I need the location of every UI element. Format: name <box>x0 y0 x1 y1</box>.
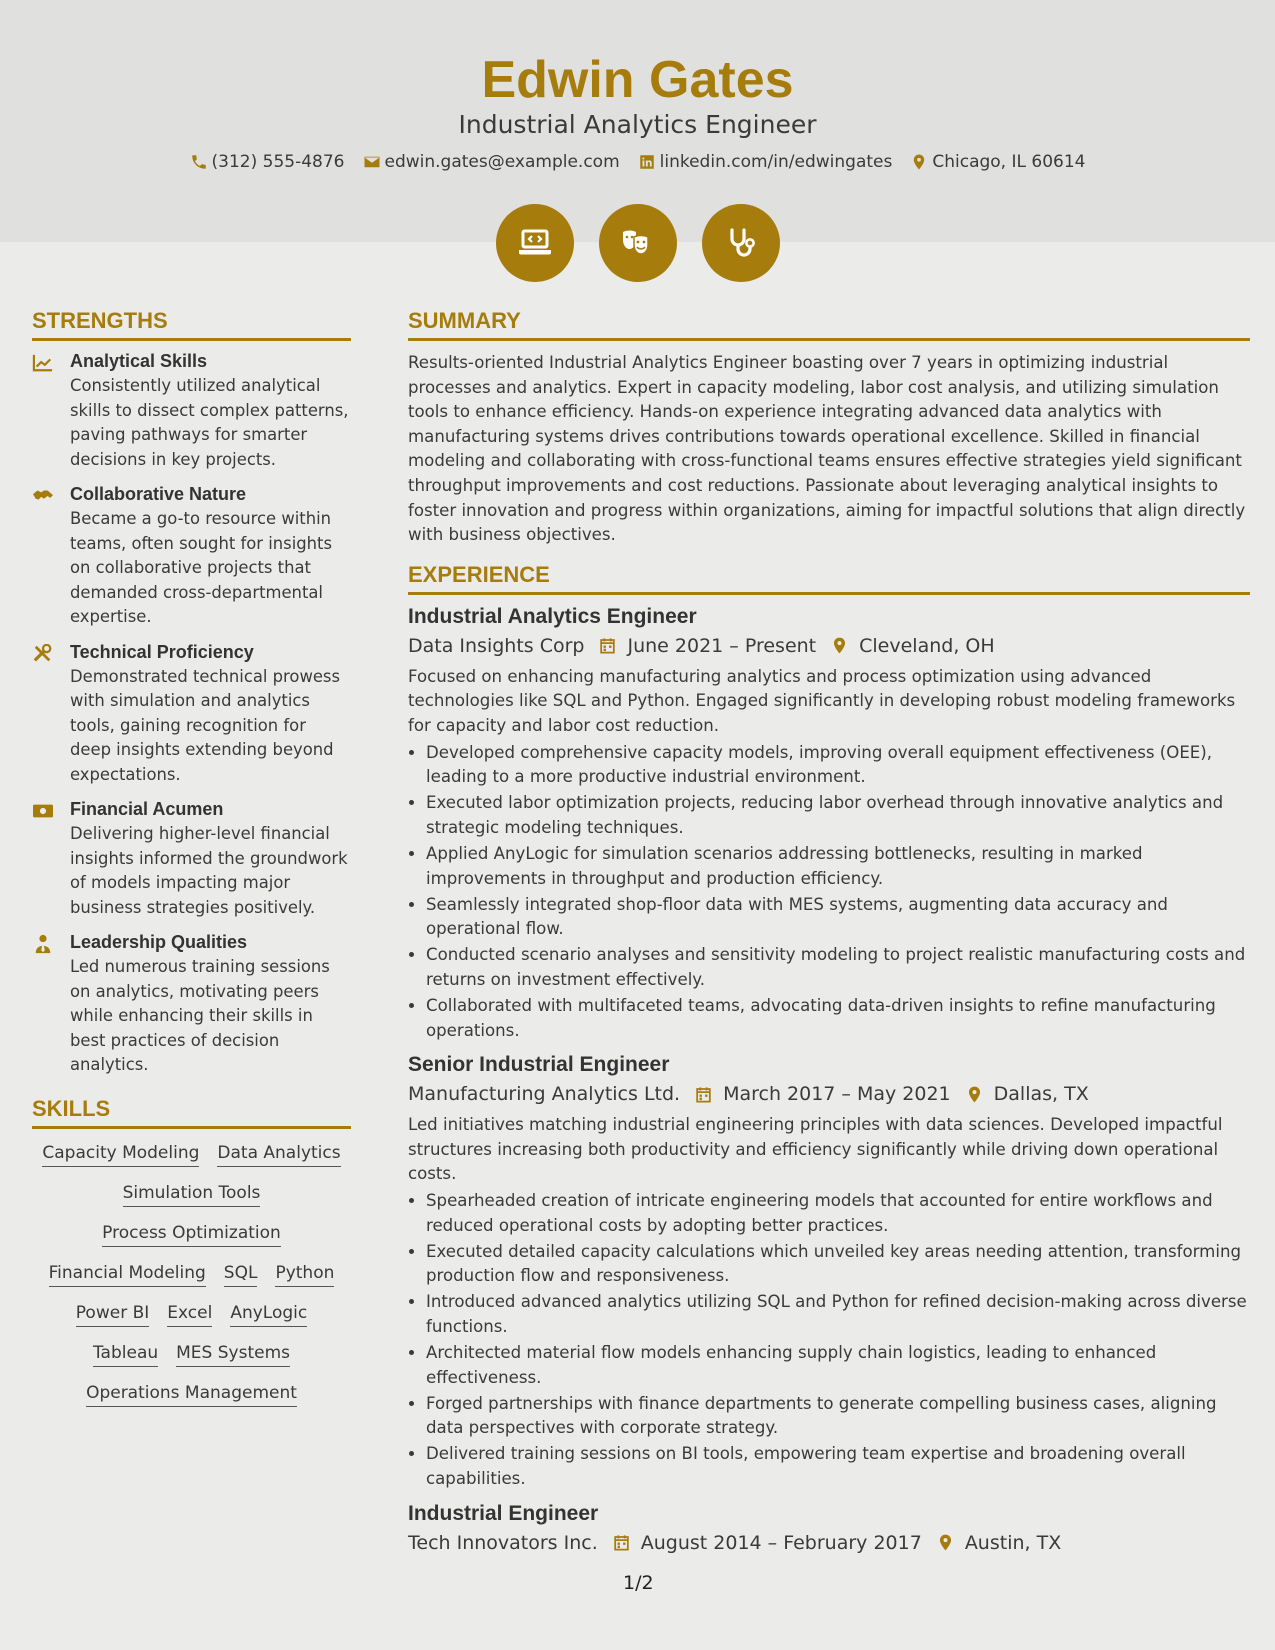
skills-row <box>32 1383 351 1407</box>
job-location: Dallas, TX <box>993 1083 1089 1106</box>
job-entry <box>408 1053 1250 1491</box>
strength-body <box>70 484 351 630</box>
handshake-icon <box>32 484 70 630</box>
skill-tag: Process Optimization <box>102 1223 281 1247</box>
contact-phone[interactable] <box>190 152 345 172</box>
job-bullet: • Executed labor optimization projects, reducing labor overhead through innovative analytics and strategic modeling techniques. <box>426 791 1250 840</box>
job-meta <box>408 1532 1250 1554</box>
contact-email[interactable] <box>363 152 620 172</box>
skill-tag: Python <box>275 1263 334 1287</box>
skill-tag: MES Systems <box>176 1343 290 1367</box>
skills-heading: SKILLS <box>32 1096 351 1129</box>
tools-icon <box>32 642 70 788</box>
job-bullets <box>408 1189 1250 1492</box>
job-meta <box>408 635 1250 657</box>
experience-heading: EXPERIENCE <box>408 562 1250 595</box>
interest-circle-theater <box>599 204 677 282</box>
contact-bar <box>0 152 1275 172</box>
job-dates: August 2014 – February 2017 <box>640 1531 922 1554</box>
email-text: edwin.gates@example.com <box>384 152 620 172</box>
strength-item <box>32 484 351 630</box>
skill-tag: Excel <box>167 1303 212 1327</box>
job-bullet: • Seamlessly integrated shop-floor data with MES systems, augmenting data accuracy and operational flow. <box>426 893 1250 942</box>
job-company: Tech Innovators Inc. <box>408 1531 598 1554</box>
calendar-icon <box>694 1085 713 1104</box>
calendar-icon <box>598 636 617 655</box>
linkedin-text: linkedin.com/in/edwingates <box>659 152 893 172</box>
job-location: Cleveland, OH <box>859 634 995 657</box>
contact-location <box>910 152 1085 172</box>
stethoscope-icon <box>721 223 761 263</box>
job-bullet: • Architected material flow models enhancing supply chain logistics, leading to enhanced effectiveness. <box>426 1341 1250 1390</box>
linkedin-icon <box>638 153 656 171</box>
candidate-title: Industrial Analytics Engineer <box>458 110 817 139</box>
strength-title: Leadership Qualities <box>70 932 248 952</box>
job-bullet: • Developed comprehensive capacity models, improving overall equipment effectiveness (OEE), leading to a more productive industrial environment. <box>426 741 1250 790</box>
location-text: Chicago, IL 60614 <box>932 152 1086 172</box>
job-entry <box>408 605 1250 1043</box>
job-company: Data Insights Corp <box>408 634 585 657</box>
skills-list <box>32 1139 351 1407</box>
right-column <box>408 308 1250 1564</box>
chart-line-icon <box>32 351 70 472</box>
job-bullet: • Forged partnerships with finance departments to generate compelling business cases, aligning data perspectives with corporate strategy. <box>426 1392 1250 1441</box>
job-company: Manufacturing Analytics Ltd. <box>408 1083 681 1106</box>
strength-desc: Consistently utilized analytical skills to dissect complex patterns, paving pathways for smarter decisions in key projects. <box>70 376 349 469</box>
money-bill-icon <box>32 799 70 920</box>
strength-desc: Led numerous training sessions on analytics, motivating peers while enhancing their skills in best practices of decision analytics. <box>70 957 330 1074</box>
candidate-name: Edwin Gates <box>481 51 794 109</box>
calendar-icon <box>612 1533 631 1552</box>
skills-row <box>32 1143 351 1167</box>
strength-item <box>32 799 351 920</box>
strength-body <box>70 932 351 1078</box>
job-bullet: • Executed detailed capacity calculations which unveiled key areas needing attention, transforming production flow and responsiveness. <box>426 1240 1250 1289</box>
strength-body <box>70 799 351 920</box>
laptop-code-icon <box>515 223 555 263</box>
strength-title: Technical Proficiency <box>70 641 254 662</box>
skill-tag: Capacity Modeling <box>42 1143 199 1167</box>
skill-tag: Financial Modeling <box>49 1263 206 1287</box>
job-bullets <box>408 741 1250 1044</box>
job-meta <box>408 1083 1250 1105</box>
strength-item <box>32 932 351 1078</box>
job-description: Led initiatives matching industrial engineering principles with data sciences. Developed impactful structures increasing both productivity and efficiency significantly while driving down operational costs. <box>408 1115 1223 1184</box>
job-role: Senior Industrial Engineer <box>408 1053 670 1077</box>
job-location: Austin, TX <box>964 1531 1062 1554</box>
map-marker-icon <box>830 636 849 655</box>
phone-text: (312) 555-4876 <box>211 152 345 172</box>
skill-tag: Operations Management <box>86 1383 297 1407</box>
job-bullet: • Applied AnyLogic for simulation scenarios addressing bottlenecks, resulting in marked improvements in throughput and production efficiency. <box>426 842 1250 891</box>
summary-heading: SUMMARY <box>408 308 1250 341</box>
job-dates: June 2021 – Present <box>627 634 817 657</box>
strength-desc: Became a go-to resource within teams, often sought for insights on collaborative projects that demanded cross-departmental expertise. <box>70 509 333 626</box>
strength-body <box>70 351 351 472</box>
strength-title: Analytical Skills <box>70 351 208 371</box>
strength-item <box>32 642 351 788</box>
strengths-heading: STRENGTHS <box>32 308 351 341</box>
job-entry <box>408 1502 1250 1554</box>
experience-list <box>408 605 1250 1554</box>
interest-circle-coding <box>496 204 574 282</box>
skill-tag: Power BI <box>76 1303 149 1327</box>
skill-tag: SQL <box>224 1263 258 1287</box>
skills-row <box>32 1223 351 1247</box>
job-bullet: • Collaborated with multifaceted teams, advocating data-driven insights to refine manufacturing operations. <box>426 994 1250 1043</box>
job-description: Focused on enhancing manufacturing analytics and process optimization using advanced technologies like SQL and Python. Engaged significantly in developing robust modeling frameworks for capacity and labor cost reduction. <box>408 666 1236 735</box>
skills-row <box>32 1263 351 1287</box>
skill-tag: AnyLogic <box>230 1303 307 1327</box>
job-role: Industrial Engineer <box>408 1501 599 1525</box>
map-marker-icon <box>910 153 928 171</box>
strengths-list <box>32 351 351 1078</box>
page-number: 1/2 <box>623 1572 654 1594</box>
strength-item <box>32 351 351 472</box>
job-bullet: • Introduced advanced analytics utilizing SQL and Python for refined decision-making across diverse functions. <box>426 1290 1250 1339</box>
strength-desc: Delivering higher-level financial insights informed the groundwork of models impacting major business strategies positively. <box>70 824 348 917</box>
user-tie-icon <box>32 932 70 1078</box>
skills-row <box>32 1303 351 1327</box>
skill-tag: Simulation Tools <box>123 1183 261 1207</box>
summary-text: Results-oriented Industrial Analytics Engineer boasting over 7 years in optimizing industrial processes and analytics. Expert in capacity modeling, labor cost analysis, and utilizing simulation tools to enhance efficiency. Hands-on experience integrating advanced data analytics with manufacturing systems drives contributions towards operational excellence. Skilled in financial modeling and collaborating with cross-functional teams ensures effective strategies yield significant throughput improvements and cost reductions. Passionate about leveraging analytical insights to foster innovation and progress within organizations, aiming for impactful solutions that align directly with business objectives. <box>408 353 1246 545</box>
phone-icon <box>190 153 208 171</box>
left-column <box>32 308 351 1423</box>
strength-desc: Demonstrated technical prowess with simulation and analytics tools, gaining recognition for deep insights extending beyond expectations. <box>70 666 341 784</box>
interest-circle-medicine <box>702 204 780 282</box>
contact-linkedin[interactable] <box>638 152 893 172</box>
interest-icons <box>0 204 1275 282</box>
job-bullet: • Delivered training sessions on BI tools, empowering team expertise and broadening overall capabilities. <box>426 1442 1250 1491</box>
strength-body <box>70 642 351 788</box>
job-bullet: • Spearheaded creation of intricate engineering models that accounted for entire workflows and reduced operational costs by adopting better practices. <box>426 1189 1250 1238</box>
skills-row <box>32 1183 351 1207</box>
skill-tag: Data Analytics <box>217 1143 340 1167</box>
theater-masks-icon <box>618 223 658 263</box>
job-role: Industrial Analytics Engineer <box>408 604 697 628</box>
map-marker-icon <box>965 1085 984 1104</box>
map-marker-icon <box>936 1533 955 1552</box>
job-bullet: • Conducted scenario analyses and sensitivity modeling to project realistic manufacturing costs and returns on investment effectively. <box>426 943 1250 992</box>
strength-title: Collaborative Nature <box>70 484 247 504</box>
strength-title: Financial Acumen <box>70 799 224 819</box>
skills-row <box>32 1343 351 1367</box>
envelope-icon <box>363 153 381 171</box>
job-dates: March 2017 – May 2021 <box>723 1083 951 1106</box>
skill-tag: Tableau <box>93 1343 158 1367</box>
